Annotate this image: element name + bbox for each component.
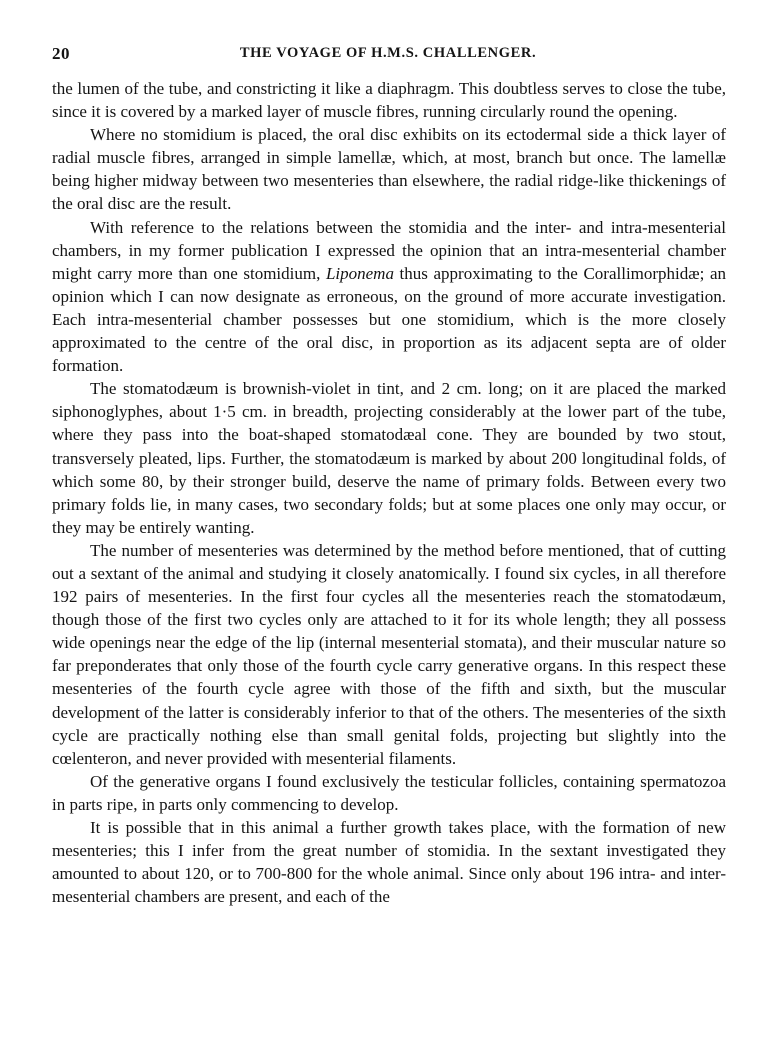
page-header — [52, 44, 724, 68]
paragraph-3-text-b: thus approximating to the Corallimorphidæ; an opinion which I can now designate as erroneous, on the ground of more accurate investigation. Each intra-mesenterial chamber possesses but one stomidium, which is the more closely approximated to the centre of the oral disc, in proportion as its adjacent septa are of older formation. — [52, 263, 726, 376]
running-title: THE VOYAGE OF H.M.S. CHALLENGER. — [239, 45, 537, 61]
genus-name-liponema: Liponema — [325, 263, 394, 283]
page-number: 20 — [52, 44, 70, 63]
paragraph-7: It is possible that in this animal a further growth takes place, with the formation of new mesenteries; this I infer from the great number of stomidia. In the sextant investigated they amounted to about 120, or to 700-800 for the whole animal. Since only about 196 intra- and inter-mesenterial chambers are present, and each of the — [52, 818, 726, 907]
paragraph-1: the lumen of the tube, and constricting it like a diaphragm. This doubtless serves to close the tube, since it is covered by a marked layer of muscle fibres, running circularly round the opening. — [52, 79, 726, 122]
paragraph-2: Where no stomidium is placed, the oral disc exhibits on its ectodermal side a thick layer of radial muscle fibres, arranged in simple lamellæ, which, at most, branch but once. The lamellæ being higher midway between two mesenteries than elsewhere, the radial ridge-like thickenings of the oral disc are the result. — [52, 125, 726, 214]
paragraph-3-text-a: With reference to the relations between the stomidia and the inter- and intra-mesenterial chambers, in my former publication I expressed the opinion that an intra-mesenterial chamber might carry more than one stomidium, — [52, 217, 726, 283]
paragraph-3 — [52, 216, 726, 378]
paragraph-5: The number of mesenteries was determined by the method before mentioned, that of cutting out a sextant of the animal and studying it closely anatomically. I found six cycles, in all therefore 192 pairs of mesenteries. In the first four cycles all the mesenteries reach the stomatodæum, though those of the first two cycles only are attached to it for its whole length; they all possess wide openings near the edge of the lip (internal mesenterial stomata), and their muscular nature so far preponderates that only those of the fourth cycle carry generative organs. In this respect these mesenteries of the fourth cycle agree with those of the fifth and sixth, but the muscular development of the latter is considerably inferior to that of the others. The mesenteries of the sixth cycle are practically nothing else than small genital folds, projecting but slightly into the cœlenteron, and never provided with mesenterial filaments. — [52, 540, 726, 768]
body-text — [52, 77, 726, 908]
paragraph-4: The stomatodæum is brownish-violet in tint, and 2 cm. long; on it are placed the marked siphonoglyphes, about 1·5 cm. in breadth, projecting considerably at the lower part of the tube, where they pass into the boat-shaped stomatodæal cone. They are bounded by two stout, transversely pleated, lips. Further, the stomatodæum is marked by about 200 longitudinal folds, of which some 80, by their stronger build, deserve the name of primary folds. Between every two primary folds lie, in many cases, two secondary folds; but at some places one only may occur, or they may be entirely wanting. — [52, 379, 726, 537]
paragraph-6: Of the generative organs I found exclusively the testicular follicles, containing spermatozoa in parts ripe, in parts only commencing to develop. — [52, 771, 726, 814]
